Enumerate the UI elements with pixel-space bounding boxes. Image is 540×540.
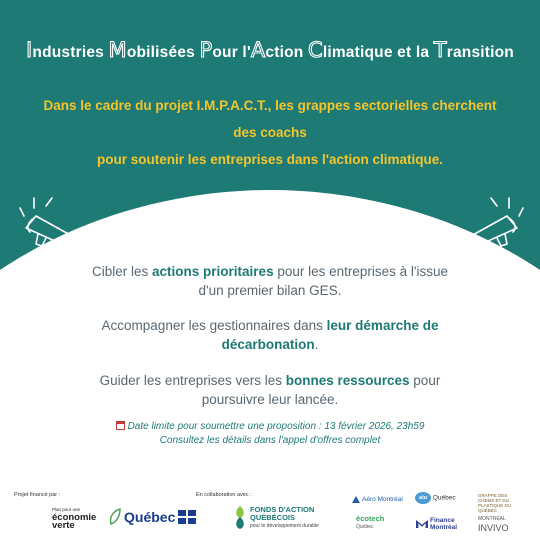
subtitle-line: pour soutenir les entreprises dans l'action climatique. — [96, 152, 444, 167]
ecotech-logo: écotech Québec — [356, 514, 385, 530]
chems-plastique-logo: GRAPPE DES CHEMS ET DU PLASTIQUE DU QUÉBEC — [478, 493, 512, 513]
megaphone-icon — [457, 186, 527, 252]
economie-verte-logo: Plan pour une économie verte — [52, 507, 97, 531]
subtitle — [20, 92, 520, 173]
megaphone-icon — [16, 186, 86, 252]
deadline-info: Date limite pour soumettre une proposition : 13 février 2026, 23h59 Consultez les détails dans l'appel d'offres complet — [20, 420, 520, 448]
calendar-icon — [116, 421, 125, 430]
finance-mark-icon — [416, 520, 428, 528]
page-title: Industries Mobilisées Pour l'Action Climatique et la Transition — [26, 38, 514, 62]
subtitle-line: des coachs — [233, 125, 307, 140]
alu-quebec-logo: alu Québec — [415, 492, 456, 504]
details-link[interactable]: Consultez les détails dans l'appel d'offres complet — [159, 435, 381, 446]
goal-2: Accompagner les gestionnaires dans leur démarche de décarbonation. — [101, 318, 439, 352]
triangle-icon — [352, 496, 360, 503]
finance-montreal-logo: Finance Montréal — [416, 517, 457, 531]
subtitle-line: Dans le cadre du projet I.M.P.A.C.T., les grappes sectorielles cherchent — [43, 98, 497, 113]
collab-label: En collaboration avec : — [196, 492, 252, 498]
aero-montreal-logo: Aéro Montréal — [352, 496, 403, 503]
fonds-action-logo: FONDS D'ACTION QUÉBÉCOIS pour le développement durable — [250, 505, 319, 529]
quebec-flag-icon — [178, 510, 196, 524]
goal-1: Cibler les actions prioritaires pour les entreprises à l'issue d'un premier bilan GES. — [92, 264, 448, 298]
goal-3: Guider les entreprises vers les bonnes ressources pour poursuivre leur lancée. — [99, 373, 441, 407]
leaf-icon — [108, 508, 122, 526]
montreal-invivo-logo: MONTRÉAL INVIVO — [478, 516, 509, 533]
quebec-logo: Québec — [124, 509, 196, 525]
funded-label: Projet financé par : — [14, 492, 61, 498]
fonds-leaf-icon — [233, 504, 247, 530]
